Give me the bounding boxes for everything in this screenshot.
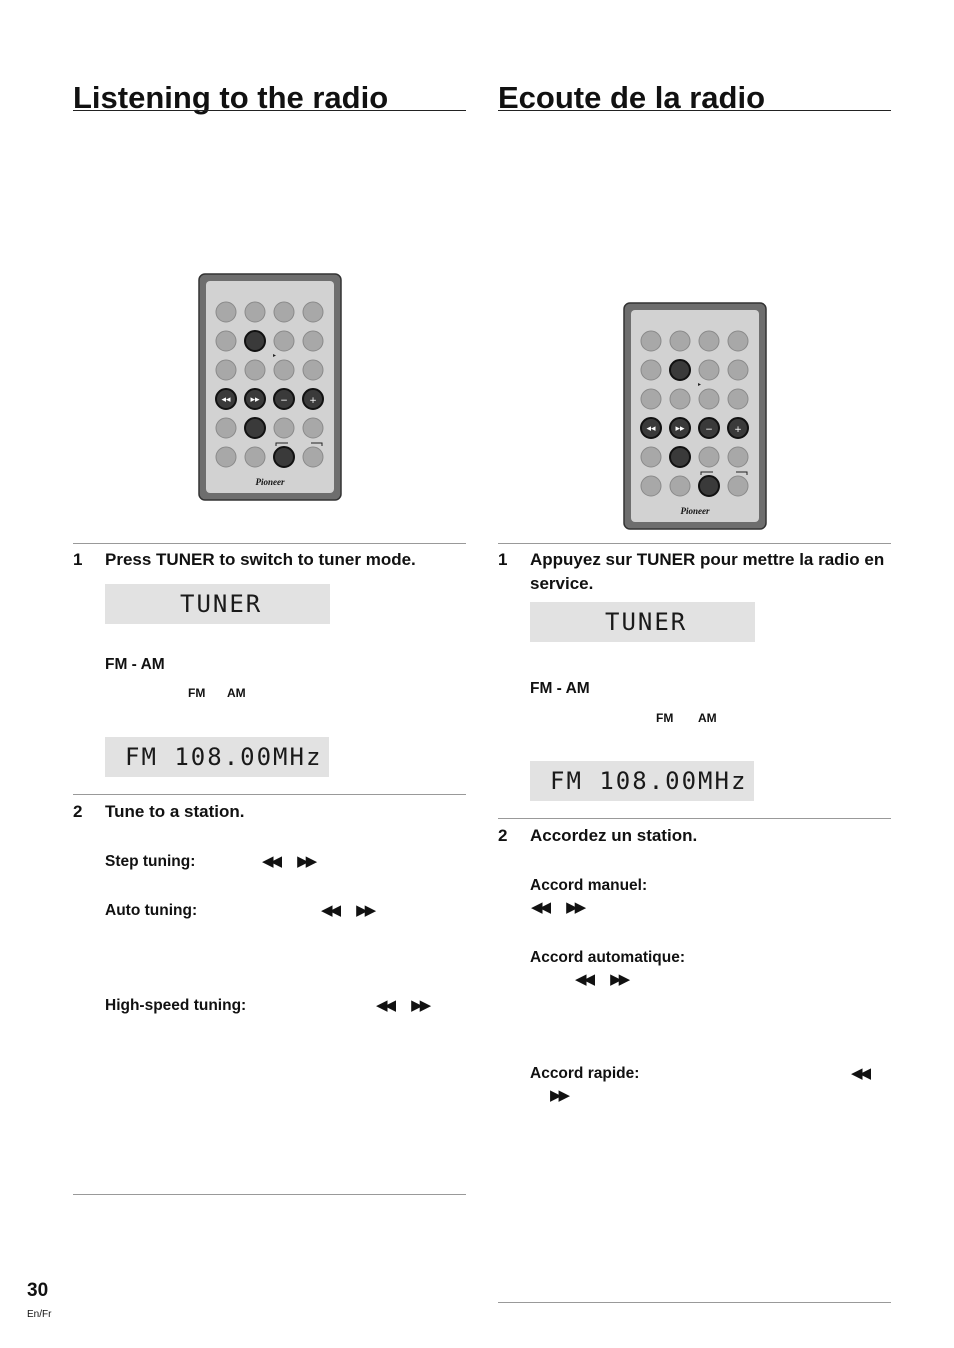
- fast-forward-icon: ▶▶: [356, 902, 374, 919]
- remote-button-icon: [216, 418, 236, 438]
- divider: [498, 818, 891, 819]
- step-number: 2: [73, 802, 83, 821]
- fast-forward-icon: ▶▶: [411, 997, 429, 1014]
- remote-button-icon: [670, 476, 690, 496]
- step-number: 1: [498, 550, 508, 569]
- accord-manuel-label: Accord manuel:: [530, 877, 648, 894]
- rewind-icon: ◀◀: [262, 853, 280, 870]
- divider: [73, 543, 466, 544]
- tuning-buttons: [575, 970, 645, 990]
- step-text: Accordez un station.: [530, 826, 698, 845]
- step-text: Press TUNER to switch to tuner mode.: [105, 550, 416, 569]
- step-text: Tune to a station.: [105, 802, 245, 821]
- high-speed-tuning-label: High-speed tuning:: [105, 997, 247, 1014]
- remote-button-icon: [303, 302, 323, 322]
- tuning-buttons: [262, 852, 332, 872]
- remote-glyph-icon: −: [705, 425, 713, 435]
- lcd-text: FM 108.00MHz: [550, 767, 748, 795]
- remote-button-icon: [216, 447, 236, 467]
- fast-forward-icon: ▶▶: [550, 1087, 568, 1104]
- remote-button-icon: [728, 360, 748, 380]
- remote-button-icon: [699, 331, 719, 351]
- remote-button-icon: [303, 447, 323, 467]
- fast-forward-icon: ▶▶: [566, 899, 584, 916]
- lcd-display-tuner: [530, 602, 755, 642]
- fast-forward-icon: ▶▶: [297, 853, 315, 870]
- page-number: 30: [27, 1280, 49, 1301]
- rewind-icon: ◀◀: [575, 971, 593, 988]
- remote-button-icon: [699, 476, 719, 496]
- pioneer-logo: Pioneer: [255, 477, 285, 487]
- step-tuning-label: Step tuning:: [105, 853, 196, 870]
- band-am: AM: [698, 711, 717, 725]
- remote-button-icon: [245, 302, 265, 322]
- rewind-icon: ◀◀: [321, 902, 339, 919]
- remote-button-icon: [274, 418, 294, 438]
- remote-button-icon: [216, 360, 236, 380]
- divider: [73, 794, 466, 795]
- accord-rapide-label: Accord rapide:: [530, 1065, 640, 1082]
- remote-button-icon: [670, 389, 690, 409]
- remote-button-icon: [303, 418, 323, 438]
- rewind-icon: ◀◀: [376, 997, 394, 1014]
- rewind-button: [851, 1064, 886, 1084]
- pioneer-logo: Pioneer: [680, 506, 710, 516]
- lcd-text: FM 108.00MHz: [125, 743, 323, 771]
- remote-control-illustration: [198, 273, 342, 501]
- remote-button-icon: [670, 447, 690, 467]
- remote-button-icon: [216, 331, 236, 351]
- title-underline-en: [73, 110, 466, 111]
- remote-button-icon: [245, 418, 265, 438]
- page-title-fr: Ecoute de la radio: [498, 80, 766, 115]
- step-number: 1: [73, 550, 83, 569]
- divider: [73, 1194, 466, 1195]
- fast-forward-button: [550, 1086, 585, 1106]
- remote-button-icon: [274, 360, 294, 380]
- lcd-display-frequency: [530, 761, 754, 801]
- remote-button-icon: [670, 331, 690, 351]
- remote-button-icon: [699, 360, 719, 380]
- lcd-text: TUNER: [180, 590, 263, 618]
- band-label: FM - AM: [530, 680, 590, 697]
- remote-button-icon: [641, 360, 661, 380]
- remote-button-icon: [274, 302, 294, 322]
- remote-button-icon: [216, 302, 236, 322]
- lcd-display-tuner: [105, 584, 330, 624]
- divider: [498, 1302, 891, 1303]
- title-underline-fr: [498, 110, 891, 111]
- remote-glyph-icon: ▸▸: [250, 395, 260, 405]
- accord-automatique-label: Accord automatique:: [530, 949, 686, 966]
- band-am: AM: [227, 686, 246, 700]
- remote-button-icon: [641, 447, 661, 467]
- remote-button-icon: [245, 447, 265, 467]
- band-label: FM - AM: [105, 656, 165, 673]
- step-text: Appuyez sur TUNER pour mettre la radio en service.: [530, 550, 885, 593]
- play-icon: ▸: [273, 353, 277, 359]
- page-title-en: Listening to the radio: [73, 80, 389, 115]
- play-icon: ▸: [698, 382, 702, 388]
- remote-glyph-icon: +: [734, 425, 742, 435]
- remote-button-icon: [670, 360, 690, 380]
- rewind-icon: ◀◀: [851, 1065, 869, 1082]
- remote-button-icon: [245, 331, 265, 351]
- remote-glyph-icon: ◂◂: [221, 395, 231, 405]
- remote-button-icon: [641, 389, 661, 409]
- remote-glyph-icon: ◂◂: [646, 424, 656, 434]
- remote-button-icon: [274, 447, 294, 467]
- band-fm: FM: [656, 711, 674, 725]
- divider: [498, 543, 891, 544]
- remote-button-icon: [728, 331, 748, 351]
- lcd-text: TUNER: [605, 608, 688, 636]
- remote-button-icon: [245, 360, 265, 380]
- remote-control-illustration: [623, 302, 767, 530]
- auto-tuning-label: Auto tuning:: [105, 902, 198, 919]
- remote-glyph-icon: +: [309, 396, 317, 406]
- lcd-display-frequency: [105, 737, 329, 777]
- remote-button-icon: [728, 476, 748, 496]
- remote-button-icon: [699, 447, 719, 467]
- rewind-icon: ◀◀: [531, 899, 549, 916]
- remote-button-icon: [303, 331, 323, 351]
- remote-button-icon: [641, 331, 661, 351]
- language-code: En/Fr: [27, 1309, 52, 1320]
- tuning-buttons: [321, 901, 391, 921]
- step-number: 2: [498, 826, 508, 845]
- tuning-buttons: [531, 898, 601, 918]
- tuning-buttons: [376, 996, 446, 1016]
- remote-button-icon: [728, 447, 748, 467]
- remote-button-icon: [303, 360, 323, 380]
- remote-button-icon: [641, 476, 661, 496]
- remote-button-icon: [728, 389, 748, 409]
- fast-forward-icon: ▶▶: [610, 971, 628, 988]
- remote-glyph-icon: ▸▸: [675, 424, 685, 434]
- remote-glyph-icon: −: [280, 396, 288, 406]
- band-fm: FM: [188, 686, 206, 700]
- remote-button-icon: [274, 331, 294, 351]
- remote-button-icon: [699, 389, 719, 409]
